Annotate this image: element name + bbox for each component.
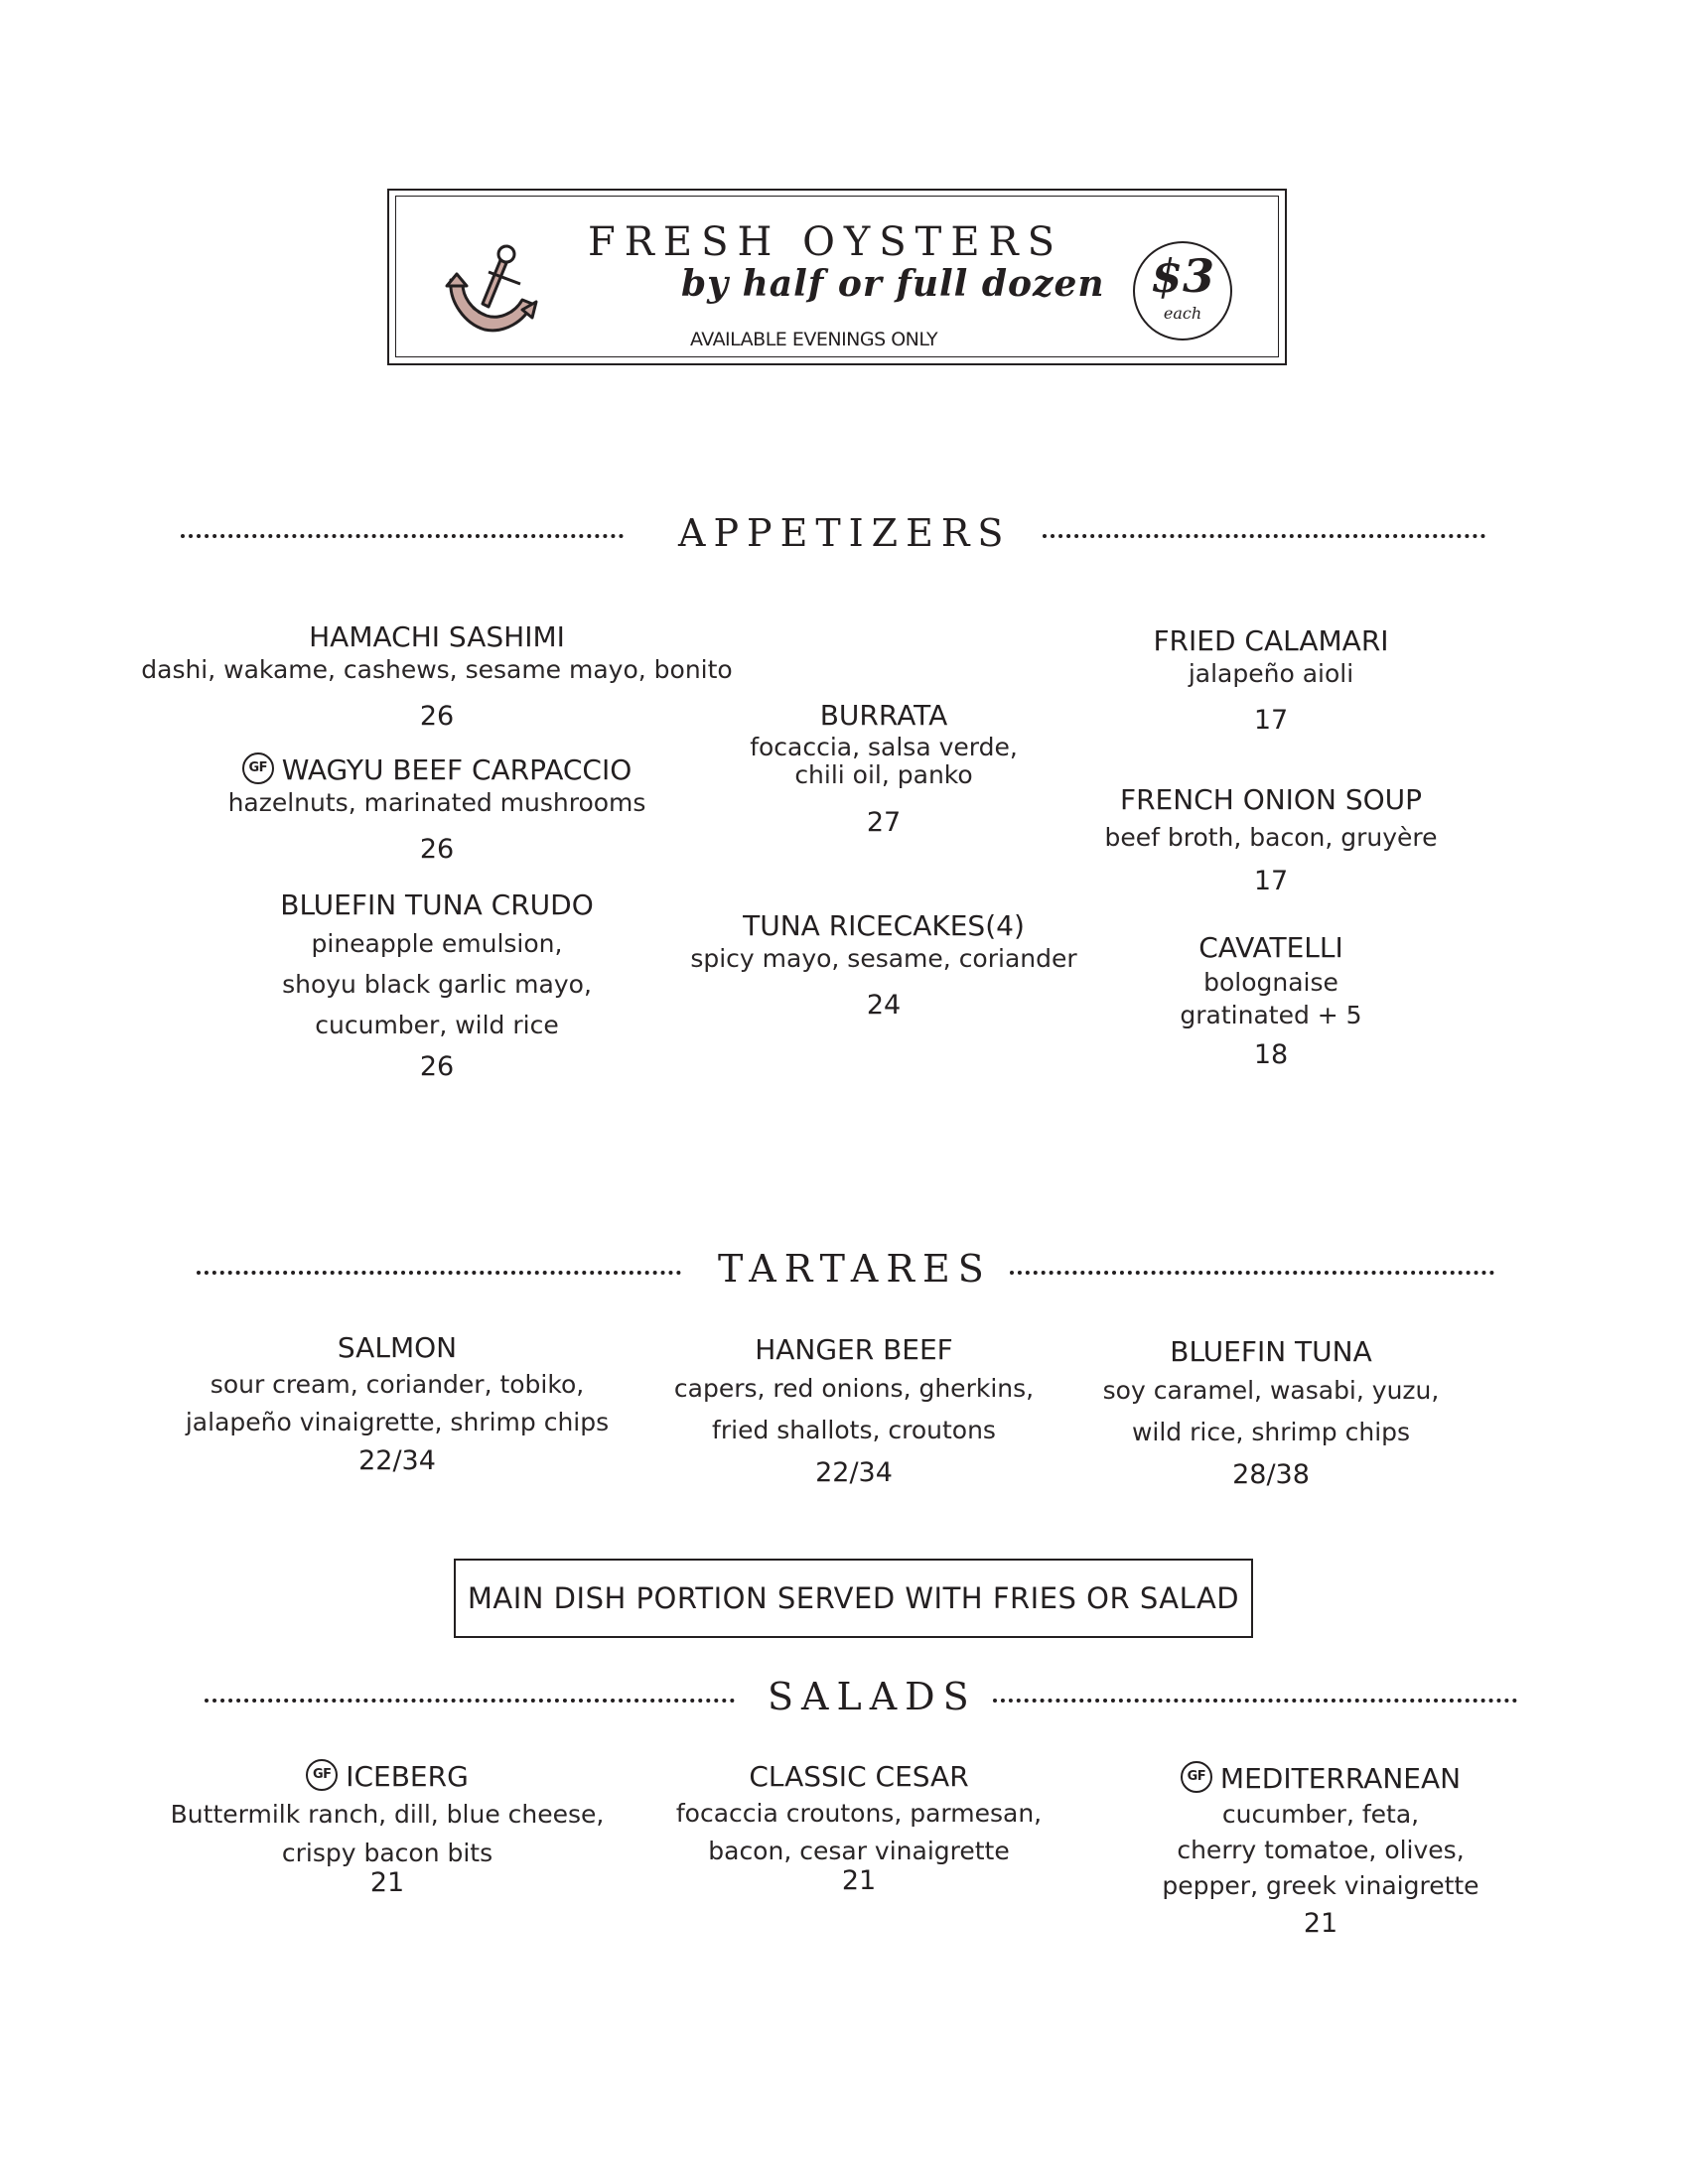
item-price: 26 [419, 834, 455, 865]
item-price: 26 [419, 701, 455, 732]
item-description-line: fried shallots, croutons [712, 1416, 996, 1444]
salad-item-classic-cesar [621, 1759, 1097, 1896]
oysters-subtitle: by half or full dozen [681, 263, 1105, 305]
item-description-line: bacon, cesar vinaigrette [708, 1837, 1010, 1865]
item-name: FRENCH ONION SOUP [1119, 783, 1423, 816]
item-name: SALMON [337, 1331, 458, 1364]
item-name: BLUEFIN TUNA [1170, 1335, 1372, 1368]
item-description: beef broth, bacon, gruyère [1104, 823, 1438, 852]
tartares-heading: TARTARES [718, 1247, 992, 1291]
item-description-line: focaccia, salsa verde, [750, 733, 1018, 761]
anchor-icon [443, 238, 540, 338]
item-description-line: shoyu black garlic mayo, [282, 970, 592, 999]
menu-item-french-onion-soup [1082, 782, 1460, 899]
item-description-line: crispy bacon bits [281, 1839, 493, 1867]
main-dish-portion-note: MAIN DISH PORTION SERVED WITH FRIES OR SALAD [454, 1559, 1253, 1638]
gluten-free-icon: GF [306, 1759, 338, 1791]
oysters-availability-note: AVAILABLE EVENINGS ONLY [690, 329, 938, 350]
item-description-line: capers, red onions, gherkins, [673, 1374, 1035, 1403]
item-price: 24 [866, 990, 902, 1021]
tartare-item-hanger-beef [606, 1332, 1102, 1491]
item-price: 21 [369, 1867, 405, 1898]
item-description-line: pineapple emulsion, [311, 929, 563, 958]
tartare-item-salmon [149, 1330, 645, 1479]
item-description-line: chili oil, panko [794, 760, 973, 789]
item-description-line: cherry tomatoe, olives, [1177, 1836, 1465, 1864]
item-description-line: cucumber, feta, [1221, 1800, 1420, 1829]
menu-item-burrata [675, 698, 1092, 841]
gluten-free-icon: GF [1181, 1761, 1212, 1793]
item-description-line: Buttermilk ranch, dill, blue cheese, [170, 1800, 605, 1829]
salads-heading: SALADS [768, 1675, 977, 1718]
item-name: BURRATA [819, 699, 948, 732]
item-name: CAVATELLI [1198, 931, 1343, 964]
oysters-title: FRESH OYSTERS [588, 219, 1064, 265]
item-name: CLASSIC CESAR [749, 1760, 969, 1793]
item-price: 26 [419, 1051, 455, 1082]
item-description-line: wild rice, shrimp chips [1131, 1418, 1411, 1446]
item-name-row [149, 1759, 626, 1795]
item-description-line: pepper, greek vinaigrette [1162, 1871, 1479, 1900]
item-description-line: sour cream, coriander, tobiko, [210, 1370, 585, 1399]
tartare-item-bluefin-tuna [1033, 1334, 1509, 1493]
tartares-divider-left [197, 1271, 681, 1275]
item-name: TUNA RICECAKES(4) [743, 909, 1025, 942]
item-price: 21 [1303, 1908, 1338, 1939]
item-name: HANGER BEEF [755, 1333, 953, 1366]
menu-item-wagyu-beef-carpaccio [139, 752, 735, 868]
item-price: 17 [1253, 705, 1289, 736]
tartares-divider-right [1010, 1271, 1494, 1275]
item-price: 27 [866, 807, 902, 838]
salad-item-iceberg [149, 1759, 626, 1898]
item-description-line: gratinated + 5 [1180, 1001, 1362, 1029]
item-name: MEDITERRANEAN [1219, 1762, 1462, 1795]
item-price: 21 [841, 1865, 877, 1896]
menu-item-bluefin-tuna-crudo [139, 887, 735, 1085]
item-name-row [1082, 1761, 1559, 1797]
item-description-line: cucumber, wild rice [315, 1011, 559, 1039]
oysters-price-unit: each [1163, 304, 1202, 323]
item-price: 18 [1253, 1039, 1289, 1070]
item-description: spicy mayo, sesame, coriander [690, 944, 1077, 973]
item-description-line: focaccia croutons, parmesan, [675, 1799, 1043, 1828]
menu-item-fried-calamari [1082, 623, 1460, 739]
menu-item-hamachi-sashimi [139, 619, 735, 735]
item-description: dashi, wakame, cashews, sesame mayo, bonito [141, 655, 733, 684]
item-name: ICEBERG [346, 1760, 469, 1793]
appetizers-divider-left [181, 534, 624, 538]
item-price: 17 [1253, 866, 1289, 896]
gluten-free-icon: GF [242, 752, 274, 784]
appetizers-divider-right [1043, 534, 1485, 538]
item-name: FRIED CALAMARI [1153, 624, 1389, 657]
item-price: 28/38 [1232, 1459, 1310, 1490]
item-description-line: bolognaise [1203, 968, 1338, 997]
item-description-line: soy caramel, wasabi, yuzu, [1102, 1376, 1440, 1405]
item-price: 22/34 [815, 1457, 893, 1488]
item-name-row [139, 752, 735, 788]
salad-item-mediterranean [1082, 1761, 1559, 1944]
appetizers-heading: APPETIZERS [678, 511, 1012, 555]
menu-item-tuna-ricecakes [675, 908, 1092, 1024]
salads-divider-right [993, 1699, 1517, 1703]
item-price: 22/34 [358, 1445, 436, 1476]
item-description-line: jalapeño vinaigrette, shrimp chips [185, 1408, 610, 1436]
oysters-price: $3 [1150, 249, 1214, 303]
item-name: HAMACHI SASHIMI [309, 620, 565, 653]
item-description: hazelnuts, marinated mushrooms [227, 788, 646, 817]
salads-divider-left [205, 1699, 735, 1703]
item-description: jalapeño aioli [1188, 659, 1354, 688]
item-name: WAGYU BEEF CARPACCIO [281, 753, 633, 786]
menu-item-cavatelli [1082, 930, 1460, 1073]
item-name: BLUEFIN TUNA CRUDO [280, 888, 594, 921]
